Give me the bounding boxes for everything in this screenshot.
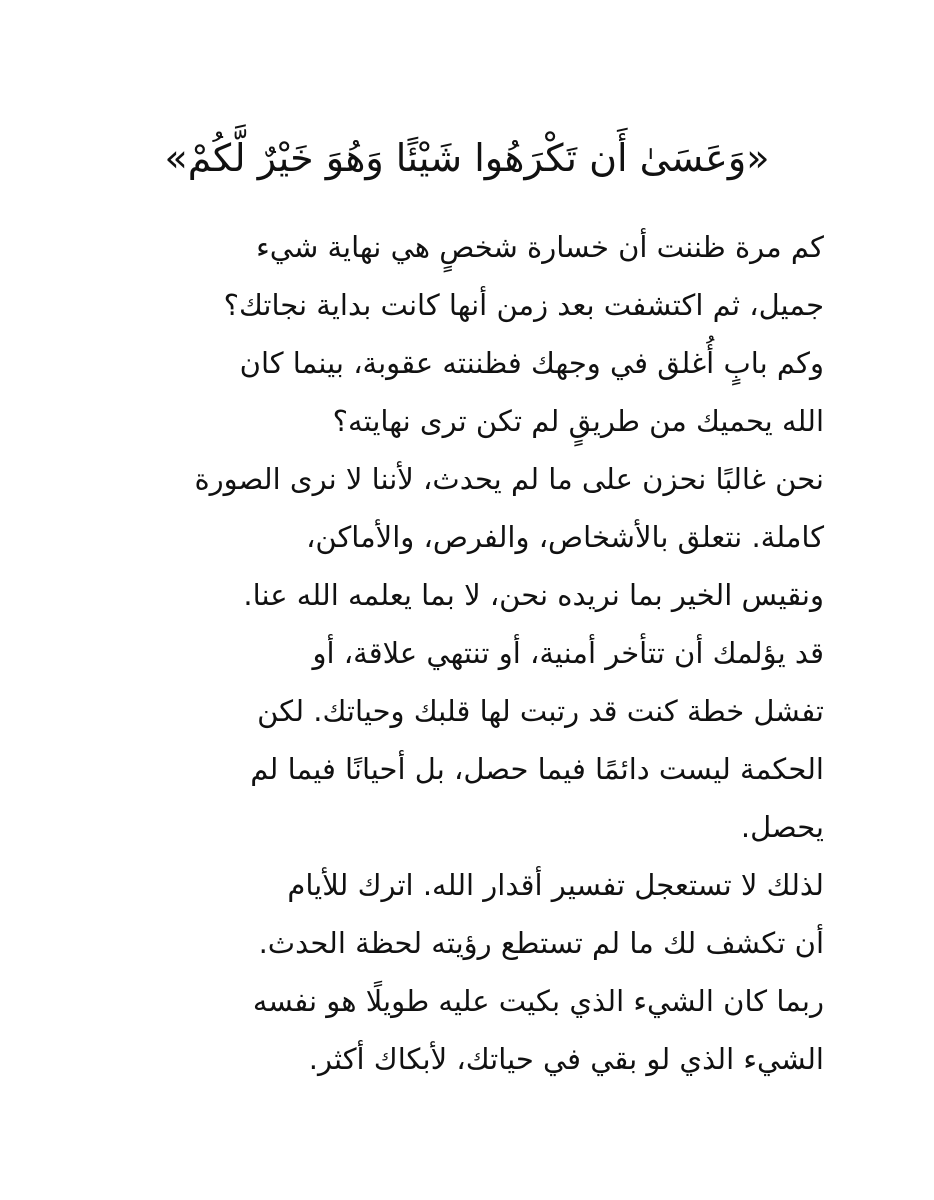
text-line: جميل، ثم اكتشفت بعد زمن أنها كانت بداية نجاتك؟ [223,288,824,322]
text-line: كاملة. نتعلق بالأشخاص، والفرص، والأماكن، [306,520,824,554]
text-line: كم مرة ظننت أن خسارة شخصٍ هي نهاية شيء [256,230,824,264]
text-line: لذلك لا تستعجل تفسير أقدار الله. اترك للأيام [287,868,824,902]
text-line: وكم بابٍ أُغلق في وجهك فظننته عقوبة، بينما كان [239,346,824,380]
text-line: الله يحميك من طريقٍ لم تكن ترى نهايته؟ [332,404,824,438]
text-line: ونقيس الخير بما نريده نحن، لا بما يعلمه الله عنا. [243,578,824,612]
text-line: قد يؤلمك أن تتأخر أمنية، أو تنتهي علاقة، أو [312,636,824,670]
text-line: نحن غالبًا نحزن على ما لم يحدث، لأننا لا نرى الصورة [194,462,824,496]
text-line: أن تكشف لك ما لم تستطع رؤيته لحظة الحدث. [258,926,824,960]
text-line: الحكمة ليست دائمًا فيما حصل، بل أحيانًا فيما لم [250,752,824,786]
quran-verse-title: «وَعَسَىٰ أَن تَكْرَهُوا شَيْئًا وَهُوَ خَيْرٌ لَّكُمْ» [164,136,770,180]
text-line: الشيء الذي لو بقي في حياتك، لأبكاك أكثر. [308,1042,824,1076]
text-line: ربما كان الشيء الذي بكيت عليه طويلًا هو نفسه [252,984,824,1018]
text-line: يحصل. [740,810,824,844]
text-line: تفشل خطة كنت قد رتبت لها قلبك وحياتك. لكن [257,694,824,728]
reflection-text [108,218,824,1088]
